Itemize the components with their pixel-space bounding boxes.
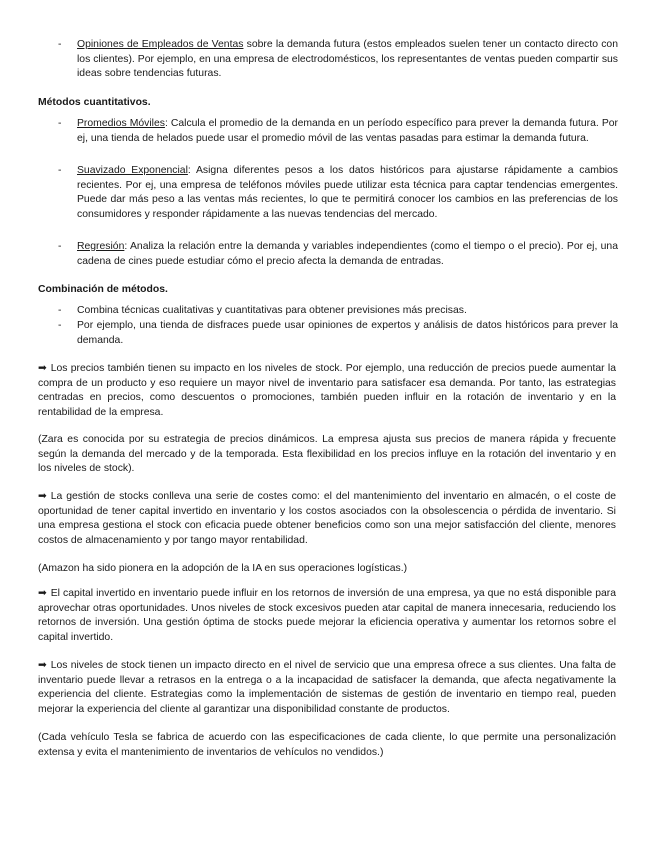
term: Regresión: [77, 241, 125, 252]
list-item: [58, 164, 618, 222]
section-heading: Métodos cuantitativos.: [38, 97, 151, 108]
list-item: [58, 117, 618, 146]
bullet-dash: -: [58, 305, 62, 316]
paragraph: ➡ El capital invertido en inventario puede influir en los retornos de inversión de una empresa, ya que no está disponible para aprovechar otras oportunidades. Unos niveles de stock excesivos pueden atar capital de manera innecesaria, reduciendo los retornos de inversión. Una gestión óptima de stocks puede mejorar la eficiencia operativa y aumentar los retornos sobre el capital invertido.: [38, 588, 616, 643]
bullet-text: Por ejemplo, una tienda de disfraces puede usar opiniones de expertos y análisis de datos históricos para prever la demanda.: [77, 320, 618, 346]
list-item: [58, 240, 618, 269]
term: Opiniones de Empleados de Ventas: [77, 39, 244, 50]
arrow-icon: ➡: [38, 363, 47, 374]
paragraph: ➡ La gestión de stocks conlleva una serie de costes como: el del mantenimiento del inventario en almacén, o el coste de oportunidad de tener capital invertido en inventario y los costos asociados con la obsolescencia o pérdida de inventario. Si una empresa gestiona el stock con eficacia puede obtener beneficios como son una mejor satisfacción del cliente, menores costos de almacenamiento y por tango mayor rentabilidad.: [38, 491, 616, 546]
list-item: [58, 304, 618, 319]
bullet-dash: -: [58, 39, 62, 50]
paragraph: ➡ Los precios también tienen su impacto en los niveles de stock. Por ejemplo, una reducción de precios puede aumentar la compra de un producto y eso requiere un mayor nivel de inventario para satisfacer esa demanda. Por tanto, las estrategias centradas en precios, como descuentos o promociones, también pueden influir en la rotación de inventario y en la rentabilidad de la empresa.: [38, 363, 616, 418]
bullet-dash: -: [58, 320, 62, 331]
section-heading: Combinación de métodos.: [38, 284, 168, 295]
arrow-icon: ➡: [38, 588, 47, 599]
paragraph: (Zara es conocida por su estrategia de precios dinámicos. La empresa ajusta sus precios de manera rápida y frecuente según la demanda del mercado y de la temporada. Esta flexibilidad en los precios influye en la rotación del inventario y en los niveles de stock).: [38, 434, 616, 475]
term: Suavizado Exponencial: [77, 165, 188, 176]
bullet-dash: -: [58, 118, 62, 129]
arrow-icon: ➡: [38, 491, 47, 502]
bullet-dash: -: [58, 241, 62, 252]
bullet-text: Promedios Móviles: Calcula el promedio de la demanda en un período específico para prever la demanda futura. Por ej, una tienda de helados puede usar el promedio móvil de las ventas pasadas para estimar la demanda futura.: [77, 118, 618, 144]
bullet-text: Regresión: Analiza la relación entre la demanda y variables independientes (como el tiempo o el precio). Por ej, una cadena de cines puede estudiar cómo el precio afecta la demanda de entradas.: [77, 241, 618, 267]
bullet-text: Opiniones de Empleados de Ventas sobre la demanda futura (estos empleados suelen tener un contacto directo con los clientes). Por ejemplo, en una empresa de electrodomésticos, los representantes de ventas pueden compartir sus ideas sobre tendencias futuras.: [77, 39, 618, 80]
paragraph: (Amazon ha sido pionera en la adopción de la IA en sus operaciones logísticas.): [38, 563, 408, 574]
bullet-text: Combina técnicas cualitativas y cuantitativas para obtener previsiones más precisas.: [77, 305, 467, 316]
bullet-dash: -: [58, 165, 62, 176]
list-item: [58, 319, 618, 348]
paragraph: ➡ Los niveles de stock tienen un impacto directo en el nivel de servicio que una empresa ofrece a sus clientes. Una falta de inventario puede llevar a retrasos en la entrega o a la incapacidad de satisfacer la demanda, que afecta negativamente la experiencia del cliente. Estrategias como la implementación de sistemas de gestión de inventario en tiempo real, pueden mejorar la experiencia del cliente al garantizar una disponibilidad constante de productos.: [38, 660, 616, 715]
arrow-icon: ➡: [38, 660, 47, 671]
term: Promedios Móviles: [77, 118, 165, 129]
list-item: [58, 38, 618, 82]
bullet-text: Suavizado Exponencial: Asigna diferentes pesos a los datos históricos para ajustarse rápidamente a cambios recientes. Por ej, una empresa de teléfonos móviles puede utilizar esta técnica para captar tendencias emergentes. Puede dar más peso a las ventas más recientes, lo que te permitirá conocer los cambios en las preferencias de los consumidores y responder rápidamente a las nuevas tendencias del mercado.: [77, 165, 619, 220]
paragraph: (Cada vehículo Tesla se fabrica de acuerdo con las especificaciones de cada cliente, lo que permite una personalización extensa y evita el mantenimiento de inventarios de vehículos no vendidos.): [38, 732, 616, 758]
